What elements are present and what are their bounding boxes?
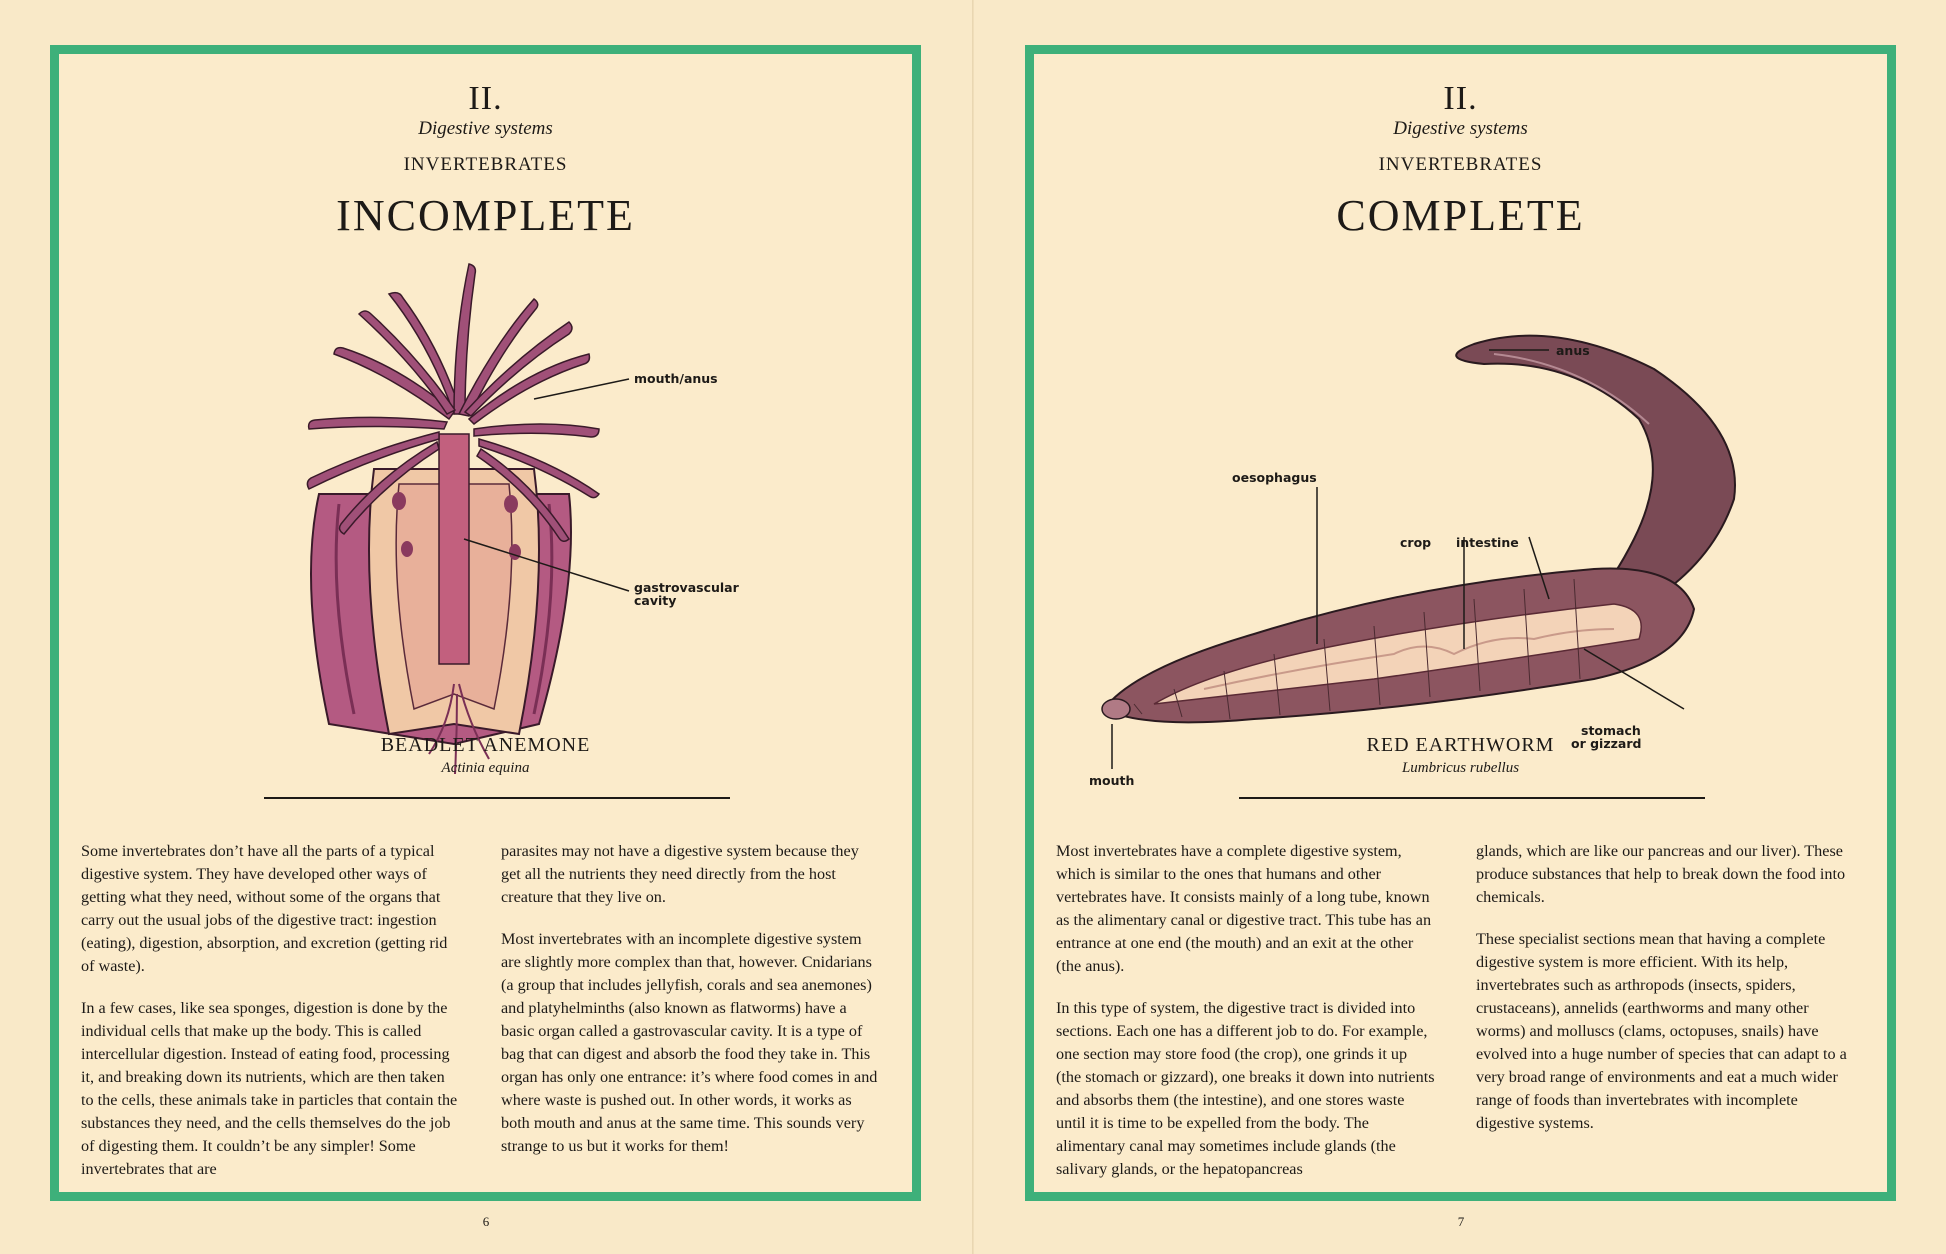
label-anus: anus (1556, 343, 1590, 358)
page-number: 6 (482, 1214, 490, 1229)
species-latin-name: Actinia equina (441, 760, 530, 776)
paragraph: parasites may not have a digestive system because they get all the nutrients they need directly from the host creature that they live on. (501, 842, 859, 906)
chapter-roman-numeral: II. (1443, 80, 1478, 117)
paragraph: Some invertebrates don’t have all the parts of a typical digestive system. They have developed other ways of getting what they need, without some of the organs that carry out the usual jobs of the digestive tract: ingestion (eating), digestion, absorption, and excretion (getting rid of waste). (81, 842, 448, 975)
label-cavity: cavity (634, 593, 677, 608)
page-title: COMPLETE (1336, 191, 1585, 240)
divider-rule (264, 797, 730, 799)
label-mouth-anus: mouth/anus (634, 371, 718, 386)
label-mouth: mouth (1089, 773, 1135, 788)
page-number: 7 (1457, 1214, 1465, 1229)
page-title: INCOMPLETE (336, 191, 635, 240)
right-page-frame (1025, 45, 1896, 1201)
paragraph: In this type of system, the digestive tract is divided into sections. Each one has a different job to do. For example, one section may store food (the crop), one grinds it up (the stomach or gizzard), one breaks it down into nutrients and absorbs them (the intestine), and one stores waste until it is time to be expelled from the body. The alimentary canal may sometimes include glands (the salivary glands, or the hepatopancreas (1056, 999, 1435, 1178)
left-page-frame (50, 45, 921, 1201)
label-gastrovascular: gastrovascular (634, 580, 739, 595)
label-gizzard: or gizzard (1571, 736, 1642, 751)
label-intestine: intestine (1456, 535, 1519, 550)
text-column-2 (501, 840, 881, 1177)
section-heading: INVERTEBRATES (1378, 154, 1543, 175)
species-name: BEADLET ANEMONE (380, 734, 591, 756)
text-column-2 (1476, 840, 1856, 1154)
right-page (974, 0, 1946, 1254)
divider-rule (1239, 797, 1705, 799)
paragraph: In a few cases, like sea sponges, digestion is done by the individual cells that make up the body. This is called intercellular digestion. Instead of eating food, processing it, and breaking down its nutrients, which are then taken to the cells, these animals take in particles that contain the substances they need, and the cells themselves do the job of digesting them. It couldn’t be any simpler! Some invertebrates that are (81, 999, 458, 1178)
paragraph: Most invertebrates with an incomplete digestive system are slightly more complex than that, however. Cnidarians (a group that includes jellyfish, corals and sea anemones) and platyhelminths (also known as flatworms) have a basic organ called a gastrovascular cavity. It is a type of bag that can digest and absorb the food they take in. This organ has only one entrance: it’s where food comes in and where waste is pushed out. In other words, it works as both mouth and anus at the same time. This sounds very strange to us but it works for them! (501, 930, 878, 1155)
section-heading: INVERTEBRATES (403, 154, 568, 175)
label-crop: crop (1400, 535, 1432, 550)
paragraph: These specialist sections mean that having a complete digestive system is more efficient. With its help, invertebrates such as arthropods (insects, spiders, crustaceans), annelids (earthworms and many other worms) and molluscs (clams, octopuses, snails) have evolved into a huge number of species that can adapt to a very broad range of environments and eat a much wider range of foods than invertebrates with incomplete digestive systems. (1476, 930, 1847, 1132)
chapter-roman-numeral: II. (468, 80, 503, 117)
anemone-illustration (279, 254, 879, 784)
left-page (0, 0, 972, 1254)
paragraph: Most invertebrates have a complete digestive system, which is similar to the ones that humans and other vertebrates have. It consists mainly of a long tube, known as the alimentary canal or digestive tract. This tube has an entrance at one end (the mouth) and an exit at the other (the anus). (1056, 842, 1432, 975)
chapter-subtitle: Digestive systems (1393, 118, 1528, 139)
label-stomach: stomach (1581, 723, 1641, 738)
species-name: RED EARTHWORM (1366, 734, 1555, 756)
paragraph: glands, which are like our pancreas and our liver). These produce substances that help to break down the food into chemicals. (1476, 842, 1846, 906)
text-column-1 (81, 840, 461, 1200)
label-oesophagus: oesophagus (1232, 470, 1317, 485)
chapter-subtitle: Digestive systems (418, 118, 553, 139)
text-column-1 (1056, 840, 1436, 1200)
species-latin-name: Lumbricus rubellus (1401, 760, 1520, 776)
